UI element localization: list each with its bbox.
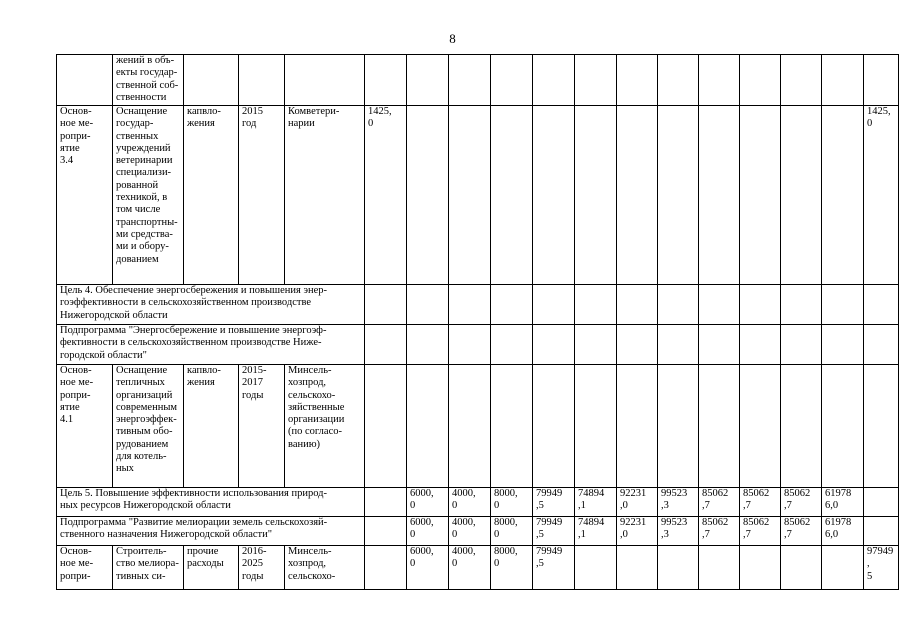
cell-value xyxy=(491,285,533,325)
cell-value: 74894 ,1 xyxy=(575,488,617,517)
cell-value xyxy=(781,546,822,590)
cell-value xyxy=(740,106,781,285)
table-row xyxy=(57,285,899,325)
cell-empty xyxy=(407,55,449,106)
cell-value: 8000, 0 xyxy=(491,488,533,517)
cell-value: 99523 ,3 xyxy=(658,488,699,517)
cell-value xyxy=(407,365,449,488)
cell-measure-id: Основ- ное ме- ропри- ятие 3.4 xyxy=(57,106,113,285)
cell-expense-type: прочие расходы xyxy=(184,546,239,590)
cell-value xyxy=(533,285,575,325)
cell-value xyxy=(533,365,575,488)
cell-goal-title: Подпрограмма "Энергосбережение и повышение энергоэф- фективности в сельскохозяйственном производстве Ниже- городской области" xyxy=(57,325,365,365)
cell-value xyxy=(449,285,491,325)
cell-total xyxy=(864,285,899,325)
cell-value xyxy=(575,365,617,488)
cell-value: 61978 6,0 xyxy=(822,517,864,546)
table-row xyxy=(57,488,899,517)
cell-total xyxy=(864,517,899,546)
cell-value xyxy=(658,546,699,590)
cell-measure-name: Строитель- ство мелиора- тивных си- xyxy=(113,546,184,590)
table-row xyxy=(57,106,899,285)
cell-expense-type: капвло- жения xyxy=(184,106,239,285)
cell-value xyxy=(407,285,449,325)
cell-total: 1425,0 xyxy=(864,106,899,285)
cell-value: 85062 ,7 xyxy=(781,488,822,517)
cell-value xyxy=(491,106,533,285)
cell-value xyxy=(617,106,658,285)
cell-empty xyxy=(699,55,740,106)
cell-value xyxy=(533,106,575,285)
cell-total xyxy=(864,325,899,365)
cell-value xyxy=(617,325,658,365)
cell-executor: Минсель- хозпрод, сельскохо- зяйственные организации (по согласо- ванию) xyxy=(285,365,365,488)
cell-value xyxy=(575,106,617,285)
cell-value xyxy=(491,325,533,365)
cell-value xyxy=(449,106,491,285)
cell-value: 6000, 0 xyxy=(407,517,449,546)
cell-empty xyxy=(781,55,822,106)
cell-value xyxy=(822,325,864,365)
cell-measure-id: Основ- ное ме- ропри- ятие 4.1 xyxy=(57,365,113,488)
cell-executor: Минсель- хозпрод, сельскохо- xyxy=(285,546,365,590)
cell-value xyxy=(822,285,864,325)
program-table xyxy=(56,54,899,590)
cell-empty xyxy=(365,55,407,106)
cell-value: 8000, 0 xyxy=(491,517,533,546)
cell-value: 85062 ,7 xyxy=(781,517,822,546)
cell-value xyxy=(658,325,699,365)
cell-value xyxy=(533,325,575,365)
cell-value xyxy=(575,285,617,325)
cell-value xyxy=(740,365,781,488)
cell-value xyxy=(449,325,491,365)
cell-total: 97949, 5 xyxy=(864,546,899,590)
cell-goal-title: Подпрограмма "Развитие мелиорации земель сельскохозяй- ственного назначения Нижегородской области" xyxy=(57,517,365,546)
cell-value xyxy=(781,365,822,488)
cell-empty xyxy=(491,55,533,106)
cell-value: 92231 ,0 xyxy=(617,517,658,546)
cell-period: 2015 год xyxy=(239,106,285,285)
cell-value xyxy=(699,325,740,365)
table-row xyxy=(57,517,899,546)
cell-period: 2015- 2017 годы xyxy=(239,365,285,488)
cell-value: 92231 ,0 xyxy=(617,488,658,517)
cell-value: 85062 ,7 xyxy=(740,488,781,517)
cell-value: 79949 ,5 xyxy=(533,488,575,517)
cell-empty xyxy=(533,55,575,106)
cell-measure-name: Оснащение тепличных организаций современным энергоэффек- тивным обо- рудованием для котель- ных xyxy=(113,365,184,488)
cell-value: 1425, 0 xyxy=(365,106,407,285)
table-row xyxy=(57,365,899,488)
cell-value xyxy=(575,325,617,365)
cell-empty xyxy=(184,55,239,106)
cell-value: 61978 6,0 xyxy=(822,488,864,517)
cell-value xyxy=(365,365,407,488)
table-row xyxy=(57,55,899,106)
cell-value xyxy=(658,365,699,488)
page-number: 8 xyxy=(449,31,456,46)
cell-value: 4000, 0 xyxy=(449,488,491,517)
cell-period: 2016- 2025 годы xyxy=(239,546,285,590)
cell-empty xyxy=(575,55,617,106)
cell-value xyxy=(449,365,491,488)
cell-value xyxy=(407,106,449,285)
cell-value xyxy=(658,106,699,285)
cell-measure-name: Оснащение государ- ственных учреждений ветеринарии специализи- рованной техникой, в том числе транспортны- ми средства- ми и обору- дованием xyxy=(113,106,184,285)
cell-measure-name: жений в объ- екты государ- ственной соб- ственности xyxy=(113,55,184,106)
cell-value: 85062 ,7 xyxy=(699,517,740,546)
cell-total xyxy=(864,488,899,517)
table-row xyxy=(57,325,899,365)
cell-value: 85062 ,7 xyxy=(699,488,740,517)
cell-value: 4000, 0 xyxy=(449,517,491,546)
cell-empty xyxy=(740,55,781,106)
cell-value xyxy=(822,546,864,590)
cell-executor: Комветери- нарии xyxy=(285,106,365,285)
cell-empty xyxy=(658,55,699,106)
cell-value xyxy=(699,546,740,590)
cell-value xyxy=(365,517,407,546)
cell-value xyxy=(699,365,740,488)
cell-value: 6000, 0 xyxy=(407,546,449,590)
cell-goal-title: Цель 4. Обеспечение энергосбережения и повышения энер- гоэффективности в сельскохозяйственном производстве Нижегородской области xyxy=(57,285,365,325)
cell-value xyxy=(658,285,699,325)
cell-value: 85062 ,7 xyxy=(740,517,781,546)
cell-value: 8000, 0 xyxy=(491,546,533,590)
cell-value xyxy=(407,325,449,365)
cell-value xyxy=(740,546,781,590)
cell-value xyxy=(617,546,658,590)
cell-value: 4000, 0 xyxy=(449,546,491,590)
cell-value xyxy=(365,325,407,365)
cell-empty xyxy=(239,55,285,106)
cell-value xyxy=(699,106,740,285)
cell-value: 79949 ,5 xyxy=(533,517,575,546)
cell-value: 74894 ,1 xyxy=(575,517,617,546)
cell-value xyxy=(781,285,822,325)
cell-value xyxy=(781,106,822,285)
cell-total xyxy=(864,365,899,488)
cell-value xyxy=(365,285,407,325)
cell-measure-id: Основ- ное ме- ропри- xyxy=(57,546,113,590)
cell-value xyxy=(822,365,864,488)
cell-value xyxy=(575,546,617,590)
cell-value: 99523 ,3 xyxy=(658,517,699,546)
cell-empty xyxy=(822,55,864,106)
cell-value xyxy=(822,106,864,285)
cell-value xyxy=(740,325,781,365)
cell-empty xyxy=(864,55,899,106)
cell-value xyxy=(740,285,781,325)
cell-value xyxy=(617,285,658,325)
cell-value xyxy=(365,488,407,517)
cell-value xyxy=(781,325,822,365)
cell-value: 79949 ,5 xyxy=(533,546,575,590)
cell-value xyxy=(491,365,533,488)
cell-empty xyxy=(617,55,658,106)
cell-goal-title: Цель 5. Повышение эффективности использования природ- ных ресурсов Нижегородской области xyxy=(57,488,365,517)
table-row xyxy=(57,546,899,590)
cell-empty xyxy=(285,55,365,106)
cell-value xyxy=(617,365,658,488)
cell-value xyxy=(699,285,740,325)
cell-value: 6000, 0 xyxy=(407,488,449,517)
cell-measure-id xyxy=(57,55,113,106)
cell-empty xyxy=(449,55,491,106)
cell-expense-type: капвло- жения xyxy=(184,365,239,488)
cell-value xyxy=(365,546,407,590)
